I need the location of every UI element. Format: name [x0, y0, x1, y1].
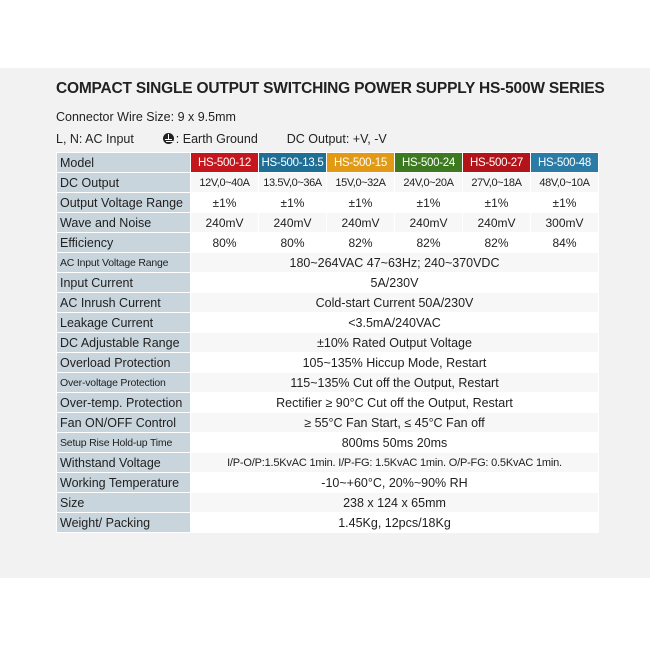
model-header-cell: HS-500-13.5 — [259, 153, 327, 173]
table-row — [57, 293, 599, 313]
table-cell: ±1% — [463, 193, 531, 213]
table-cell: 82% — [395, 233, 463, 253]
table-row — [57, 213, 599, 233]
table-cell: 15V,0~32A — [327, 173, 395, 193]
table-cell: -10~+60°C, 20%~90% RH — [191, 473, 599, 493]
model-row — [57, 153, 599, 173]
table-cell: ±1% — [259, 193, 327, 213]
row-label: Setup Rise Hold-up Time — [57, 433, 191, 453]
table-cell: 80% — [191, 233, 259, 253]
table-row — [57, 193, 599, 213]
table-cell: 800ms 50ms 20ms — [191, 433, 599, 453]
row-label: Over-voltage Protection — [57, 373, 191, 393]
table-cell: 82% — [463, 233, 531, 253]
table-cell: <3.5mA/240VAC — [191, 313, 599, 333]
table-cell: 48V,0~10A — [531, 173, 599, 193]
table-row — [57, 233, 599, 253]
row-label: Fan ON/OFF Control — [57, 413, 191, 433]
table-cell: ±10% Rated Output Voltage — [191, 333, 599, 353]
table-cell: 80% — [259, 233, 327, 253]
table-cell: 82% — [327, 233, 395, 253]
table-cell: 240mV — [259, 213, 327, 233]
table-cell: 84% — [531, 233, 599, 253]
row-label: Model — [57, 153, 191, 173]
table-cell: 240mV — [463, 213, 531, 233]
table-cell: ≥ 55°C Fan Start, ≤ 45°C Fan off — [191, 413, 599, 433]
row-label: Size — [57, 493, 191, 513]
table-cell: 240mV — [395, 213, 463, 233]
row-label: Wave and Noise — [57, 213, 191, 233]
table-cell: 24V,0~20A — [395, 173, 463, 193]
table-cell: 13.5V,0~36A — [259, 173, 327, 193]
table-row — [57, 513, 599, 533]
row-label: Efficiency — [57, 233, 191, 253]
table-row — [57, 333, 599, 353]
terminal-legend — [56, 132, 387, 146]
table-row — [57, 173, 599, 193]
spec-table — [56, 152, 599, 533]
table-cell: 300mV — [531, 213, 599, 233]
model-header-cell: HS-500-12 — [191, 153, 259, 173]
row-label: Withstand Voltage — [57, 453, 191, 473]
table-cell: 240mV — [191, 213, 259, 233]
table-cell: Rectifier ≥ 90°C Cut off the Output, Restart — [191, 393, 599, 413]
row-label: DC Adjustable Range — [57, 333, 191, 353]
row-label: AC Input Voltage Range — [57, 253, 191, 273]
row-label: Input Current — [57, 273, 191, 293]
table-row — [57, 273, 599, 293]
table-cell: Cold-start Current 50A/230V — [191, 293, 599, 313]
table-row — [57, 253, 599, 273]
table-cell: 1.45Kg, 12pcs/18Kg — [191, 513, 599, 533]
ac-input-legend: L, N: AC Input — [56, 132, 134, 146]
earth-ground-legend: : Earth Ground — [175, 132, 258, 146]
table-cell: 240mV — [327, 213, 395, 233]
row-label: Weight/ Packing — [57, 513, 191, 533]
row-label: Leakage Current — [57, 313, 191, 333]
table-row — [57, 473, 599, 493]
page-title: COMPACT SINGLE OUTPUT SWITCHING POWER SUPPLY HS-500W SERIES — [56, 80, 605, 97]
row-label: Overload Protection — [57, 353, 191, 373]
table-cell: 5A/230V — [191, 273, 599, 293]
model-header-cell: HS-500-24 — [395, 153, 463, 173]
table-row — [57, 493, 599, 513]
row-label: AC Inrush Current — [57, 293, 191, 313]
table-cell: 27V,0~18A — [463, 173, 531, 193]
table-cell: ±1% — [191, 193, 259, 213]
table-cell: 180~264VAC 47~63Hz; 240~370VDC — [191, 253, 599, 273]
dc-output-legend: DC Output: +V, -V — [286, 132, 387, 146]
table-row — [57, 433, 599, 453]
table-cell: I/P-O/P:1.5KvAC 1min. I/P-FG: 1.5KvAC 1min. O/P-FG: 0.5KvAC 1min. — [191, 453, 599, 473]
row-label: Output Voltage Range — [57, 193, 191, 213]
connector-wire-size: Connector Wire Size: 9 x 9.5mm — [56, 110, 236, 124]
table-row — [57, 353, 599, 373]
table-cell: ±1% — [531, 193, 599, 213]
table-row — [57, 453, 599, 473]
model-header-cell: HS-500-48 — [531, 153, 599, 173]
table-cell: ±1% — [395, 193, 463, 213]
table-row — [57, 393, 599, 413]
row-label: DC Output — [57, 173, 191, 193]
table-cell: 12V,0~40A — [191, 173, 259, 193]
table-row — [57, 313, 599, 333]
model-header-cell: HS-500-27 — [463, 153, 531, 173]
row-label: Working Temperature — [57, 473, 191, 493]
table-cell: 115~135% Cut off the Output, Restart — [191, 373, 599, 393]
table-cell: 238 x 124 x 65mm — [191, 493, 599, 513]
model-header-cell: HS-500-15 — [327, 153, 395, 173]
table-cell: ±1% — [327, 193, 395, 213]
row-label: Over-temp. Protection — [57, 393, 191, 413]
table-row — [57, 413, 599, 433]
earth-ground-icon — [163, 133, 174, 144]
table-row — [57, 373, 599, 393]
table-cell: 105~135% Hiccup Mode, Restart — [191, 353, 599, 373]
